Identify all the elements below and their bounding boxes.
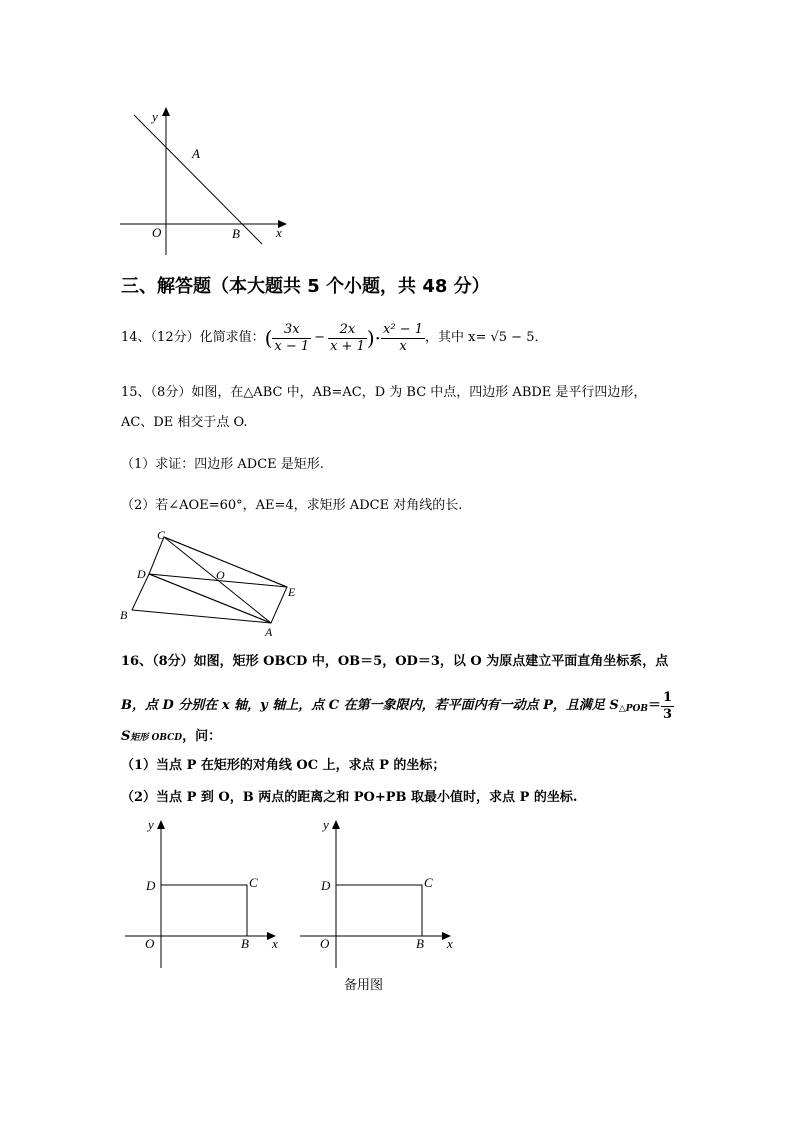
q14-fraction-3 xyxy=(381,322,425,355)
label-c: C xyxy=(249,875,258,890)
label-c: C xyxy=(157,528,166,542)
q16-line2 xyxy=(121,684,674,728)
q14-f2-den: x + 1 xyxy=(330,338,365,354)
label-d: D xyxy=(137,567,146,581)
q14-f3-num: x² − 1 xyxy=(383,321,423,337)
label-d: D xyxy=(146,878,156,893)
q14: 14、（12分）化简求值： ( $\frac{3x}{x - 1}$ − $\frac{2x}{x + 1}$ )· $\frac{\text{x² − 1}}{x}$ ，其中 x= √5 − 5． xyxy=(121,321,548,354)
label-o: O xyxy=(320,936,330,951)
label-o: O xyxy=(152,225,162,240)
q16-line2-text: B，点 D 分别在 x 轴，y 轴上，点 C 在第一象限内，若平面内有一动点 P，且满足 S xyxy=(121,698,619,713)
q15-part1: （1）求证：四边形 ADCE 是矩形. xyxy=(121,457,324,472)
q16-sub-rect: 矩形 OBCD xyxy=(130,733,183,743)
label-d: D xyxy=(321,878,331,893)
label-b: B xyxy=(232,226,240,241)
q15-part2: （2）若∠AOE=60°，AE=4，求矩形 ADCE 对角线的长. xyxy=(121,498,463,513)
figure-caption: 备用图 xyxy=(344,978,384,993)
q16-part1: （1）当点 P 在矩形的对角线 OC 上，求点 P 的坐标； xyxy=(121,758,446,773)
q16-frac-num: 1 xyxy=(662,689,673,705)
q14-number: 14、（12分）化简求值： xyxy=(121,330,265,345)
label-x: x xyxy=(447,936,453,951)
q16-ask: ，问： xyxy=(182,729,222,744)
rect-obcd xyxy=(336,885,422,936)
q14-fraction-1 xyxy=(272,322,311,355)
label-b: B xyxy=(416,936,424,951)
figure-rectangle-2 xyxy=(295,812,465,972)
q14-fraction-2 xyxy=(328,322,367,355)
segment-ba xyxy=(132,610,271,623)
y-axis-arrow xyxy=(332,820,340,829)
label-a: A xyxy=(192,146,200,161)
q14-f1-num: 3x xyxy=(272,322,311,339)
label-b: B xyxy=(241,936,249,951)
segment-da xyxy=(149,574,271,623)
q16-fraction xyxy=(661,690,674,723)
rect-obcd xyxy=(161,885,247,936)
label-y: y xyxy=(148,817,154,832)
q14-minus: − xyxy=(314,330,326,345)
figure-rectangle-1 xyxy=(120,812,290,972)
q16-s: S xyxy=(121,729,131,744)
q15-line2: AC、DE 相交于点 O. xyxy=(121,415,248,430)
q16-part2: （2）当点 P 到 O，B 两点的距离之和 PO+PB 取最小值时，求点 P 的坐标. xyxy=(121,790,578,805)
q16-sub-pob: △POB xyxy=(618,704,648,714)
y-axis-arrow xyxy=(162,107,170,116)
label-y: y xyxy=(152,109,158,124)
label-e: E xyxy=(288,585,296,599)
label-x: x xyxy=(272,936,278,951)
label-o: O xyxy=(145,936,155,951)
label-y: y xyxy=(323,817,329,832)
q14-f3-den: x xyxy=(399,338,407,354)
q15-line1: 15、（8分）如图，在△ABC 中，AB=AC，D 为 BC 中点，四边形 ABDE 是平行四边形， xyxy=(121,385,647,400)
q16-frac-den: 3 xyxy=(662,706,673,722)
label-b: B xyxy=(120,608,128,622)
figure-parallelogram xyxy=(115,525,315,643)
segment-ce xyxy=(164,537,287,587)
label-x: x xyxy=(276,225,282,240)
q14-f1-den: x − 1 xyxy=(274,338,310,354)
q16-line3 xyxy=(121,728,221,747)
label-a: A xyxy=(265,625,273,639)
q14-tail: ，其中 x= √5 − 5． xyxy=(425,330,548,345)
q14-f2-num: 2x xyxy=(328,322,367,339)
q16-line1: 16、（8分）如图，矩形 OBCD 中，OB＝5，OD＝3，以 O 为原点建立平面直角坐标系，点 xyxy=(121,654,669,669)
figure-line-axes xyxy=(110,105,300,265)
q16-eq: ＝ xyxy=(647,698,661,713)
label-o: O xyxy=(216,568,225,582)
section-title: 三、解答题（本大题共 5 个小题，共 48 分） xyxy=(121,276,490,297)
y-axis-arrow xyxy=(157,820,165,829)
label-c: C xyxy=(424,875,433,890)
